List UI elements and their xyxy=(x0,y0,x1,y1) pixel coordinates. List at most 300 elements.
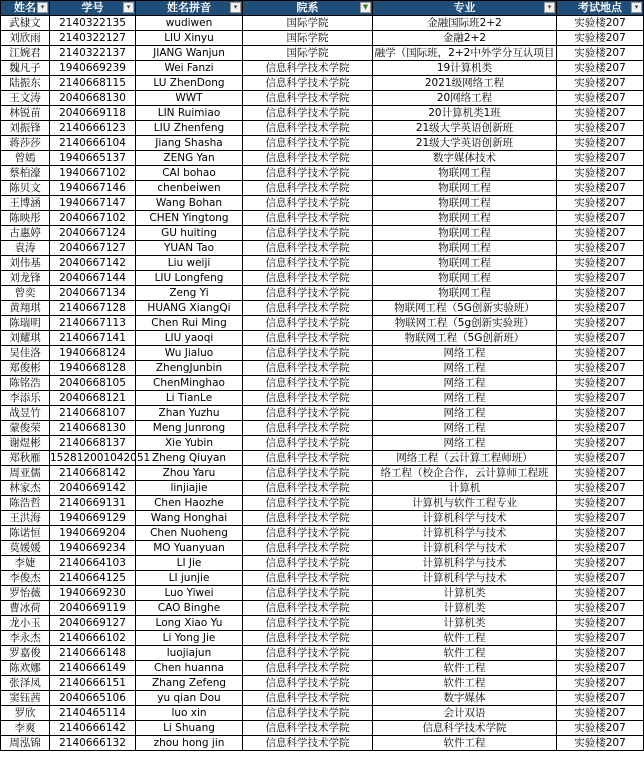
cell-department[interactable] xyxy=(243,631,373,646)
cell-pinyin[interactable] xyxy=(136,346,243,361)
cell-exam-location[interactable] xyxy=(557,496,644,511)
cell-student-id[interactable] xyxy=(50,556,136,571)
cell-major[interactable] xyxy=(373,46,557,61)
cell-name[interactable] xyxy=(1,226,50,241)
cell-student-id[interactable] xyxy=(50,541,136,556)
cell-pinyin[interactable] xyxy=(136,151,243,166)
cell-major[interactable] xyxy=(373,646,557,661)
cell-department[interactable] xyxy=(243,661,373,676)
cell-name[interactable] xyxy=(1,571,50,586)
cell-exam-location[interactable] xyxy=(557,451,644,466)
cell-name[interactable] xyxy=(1,721,50,736)
cell-major[interactable] xyxy=(373,316,557,331)
cell-name[interactable] xyxy=(1,496,50,511)
cell-department[interactable] xyxy=(243,496,373,511)
cell-student-id[interactable] xyxy=(50,616,136,631)
cell-pinyin[interactable] xyxy=(136,16,243,31)
cell-name[interactable] xyxy=(1,451,50,466)
cell-pinyin[interactable] xyxy=(136,106,243,121)
cell-student-id[interactable] xyxy=(50,61,136,76)
cell-department[interactable] xyxy=(243,106,373,121)
cell-student-id[interactable] xyxy=(50,676,136,691)
cell-student-id[interactable] xyxy=(50,571,136,586)
cell-pinyin[interactable] xyxy=(136,256,243,271)
cell-exam-location[interactable] xyxy=(557,436,644,451)
cell-major[interactable] xyxy=(373,211,557,226)
cell-pinyin[interactable] xyxy=(136,706,243,721)
cell-exam-location[interactable] xyxy=(557,91,644,106)
cell-exam-location[interactable] xyxy=(557,346,644,361)
cell-student-id[interactable] xyxy=(50,406,136,421)
cell-name[interactable] xyxy=(1,601,50,616)
cell-exam-location[interactable] xyxy=(557,241,644,256)
cell-student-id[interactable] xyxy=(50,166,136,181)
cell-name[interactable] xyxy=(1,646,50,661)
cell-exam-location[interactable] xyxy=(557,166,644,181)
cell-name[interactable] xyxy=(1,466,50,481)
cell-department[interactable] xyxy=(243,421,373,436)
cell-major[interactable] xyxy=(373,241,557,256)
cell-student-id[interactable] xyxy=(50,421,136,436)
cell-department[interactable] xyxy=(243,211,373,226)
cell-major[interactable] xyxy=(373,136,557,151)
cell-pinyin[interactable] xyxy=(136,511,243,526)
filter-dropdown-icon[interactable]: ▾ xyxy=(123,2,134,13)
cell-major[interactable] xyxy=(373,556,557,571)
cell-student-id[interactable] xyxy=(50,646,136,661)
cell-major[interactable] xyxy=(373,226,557,241)
cell-student-id[interactable] xyxy=(50,151,136,166)
cell-exam-location[interactable] xyxy=(557,601,644,616)
cell-pinyin[interactable] xyxy=(136,301,243,316)
cell-exam-location[interactable] xyxy=(557,706,644,721)
cell-student-id[interactable] xyxy=(50,361,136,376)
cell-name[interactable] xyxy=(1,241,50,256)
cell-student-id[interactable] xyxy=(50,451,151,466)
cell-name[interactable] xyxy=(1,136,50,151)
cell-name[interactable] xyxy=(1,211,50,226)
cell-student-id[interactable] xyxy=(50,31,136,46)
cell-major[interactable] xyxy=(373,301,557,316)
cell-department[interactable] xyxy=(243,286,373,301)
header-name[interactable] xyxy=(1,1,50,16)
cell-major[interactable] xyxy=(373,166,557,181)
cell-name[interactable] xyxy=(1,301,50,316)
cell-department[interactable] xyxy=(243,676,373,691)
cell-department[interactable] xyxy=(243,46,373,61)
header-pinyin[interactable] xyxy=(136,1,243,16)
cell-student-id[interactable] xyxy=(50,226,136,241)
cell-department[interactable] xyxy=(243,196,373,211)
cell-major[interactable] xyxy=(373,511,557,526)
cell-department[interactable] xyxy=(243,61,373,76)
cell-exam-location[interactable] xyxy=(557,526,644,541)
cell-student-id[interactable] xyxy=(50,496,136,511)
cell-student-id[interactable] xyxy=(50,721,136,736)
cell-department[interactable] xyxy=(243,226,373,241)
cell-name[interactable] xyxy=(1,631,50,646)
cell-exam-location[interactable] xyxy=(557,46,644,61)
cell-exam-location[interactable] xyxy=(557,691,644,706)
cell-pinyin[interactable] xyxy=(136,121,243,136)
cell-name[interactable] xyxy=(1,706,50,721)
cell-student-id[interactable] xyxy=(50,661,136,676)
cell-exam-location[interactable] xyxy=(557,331,644,346)
cell-student-id[interactable] xyxy=(50,256,136,271)
cell-pinyin[interactable] xyxy=(136,61,243,76)
header-exam-location[interactable] xyxy=(557,1,644,16)
cell-department[interactable] xyxy=(243,31,373,46)
cell-student-id[interactable] xyxy=(50,736,136,751)
cell-student-id[interactable] xyxy=(50,196,136,211)
cell-student-id[interactable] xyxy=(50,136,136,151)
cell-department[interactable] xyxy=(243,241,373,256)
cell-name[interactable] xyxy=(1,331,50,346)
cell-department[interactable] xyxy=(243,481,373,496)
cell-name[interactable] xyxy=(1,181,50,196)
cell-major[interactable] xyxy=(373,586,557,601)
cell-department[interactable] xyxy=(243,256,373,271)
cell-name[interactable] xyxy=(1,271,50,286)
cell-pinyin[interactable] xyxy=(136,196,243,211)
cell-major[interactable] xyxy=(373,526,557,541)
cell-pinyin[interactable] xyxy=(136,316,243,331)
cell-major[interactable] xyxy=(373,376,557,391)
cell-exam-location[interactable] xyxy=(557,676,644,691)
cell-major[interactable] xyxy=(373,421,557,436)
cell-major[interactable] xyxy=(373,271,557,286)
cell-pinyin[interactable] xyxy=(136,541,243,556)
cell-name[interactable] xyxy=(1,46,50,61)
cell-department[interactable] xyxy=(243,166,373,181)
cell-student-id[interactable] xyxy=(50,91,136,106)
cell-name[interactable] xyxy=(1,151,50,166)
cell-major[interactable] xyxy=(373,721,557,736)
cell-department[interactable] xyxy=(243,406,373,421)
cell-name[interactable] xyxy=(1,736,50,751)
cell-exam-location[interactable] xyxy=(557,616,644,631)
cell-major[interactable] xyxy=(373,691,557,706)
filter-dropdown-icon[interactable]: ▾ xyxy=(230,2,241,13)
cell-department[interactable] xyxy=(243,466,373,481)
cell-pinyin[interactable] xyxy=(136,271,243,286)
cell-major[interactable] xyxy=(373,481,557,496)
cell-department[interactable] xyxy=(243,301,373,316)
cell-major[interactable] xyxy=(373,466,557,481)
cell-department[interactable] xyxy=(243,706,373,721)
cell-name[interactable] xyxy=(1,31,50,46)
cell-student-id[interactable] xyxy=(50,211,136,226)
cell-exam-location[interactable] xyxy=(557,226,644,241)
cell-exam-location[interactable] xyxy=(557,631,644,646)
cell-student-id[interactable] xyxy=(50,391,136,406)
cell-exam-location[interactable] xyxy=(557,421,644,436)
cell-major[interactable] xyxy=(373,196,557,211)
cell-department[interactable] xyxy=(243,451,373,466)
cell-department[interactable] xyxy=(243,151,373,166)
cell-name[interactable] xyxy=(1,286,50,301)
cell-name[interactable] xyxy=(1,361,50,376)
cell-department[interactable] xyxy=(243,121,373,136)
cell-exam-location[interactable] xyxy=(557,586,644,601)
cell-student-id[interactable] xyxy=(50,241,136,256)
cell-student-id[interactable] xyxy=(50,376,136,391)
cell-exam-location[interactable] xyxy=(557,286,644,301)
cell-exam-location[interactable] xyxy=(557,466,644,481)
cell-name[interactable] xyxy=(1,676,50,691)
cell-exam-location[interactable] xyxy=(557,181,644,196)
cell-pinyin[interactable] xyxy=(136,526,243,541)
cell-department[interactable] xyxy=(243,511,373,526)
cell-major[interactable] xyxy=(373,661,557,676)
cell-name[interactable] xyxy=(1,91,50,106)
cell-student-id[interactable] xyxy=(50,466,136,481)
cell-student-id[interactable] xyxy=(50,331,136,346)
cell-pinyin[interactable] xyxy=(136,661,243,676)
cell-student-id[interactable] xyxy=(50,586,136,601)
cell-pinyin[interactable] xyxy=(136,586,243,601)
cell-student-id[interactable] xyxy=(50,706,136,721)
cell-major[interactable] xyxy=(373,76,557,91)
cell-name[interactable] xyxy=(1,346,50,361)
cell-exam-location[interactable] xyxy=(557,361,644,376)
cell-student-id[interactable] xyxy=(50,481,136,496)
cell-major[interactable] xyxy=(373,181,557,196)
cell-name[interactable] xyxy=(1,586,50,601)
cell-pinyin[interactable] xyxy=(136,241,243,256)
cell-name[interactable] xyxy=(1,436,50,451)
cell-major[interactable] xyxy=(373,571,557,586)
cell-student-id[interactable] xyxy=(50,601,136,616)
cell-major[interactable] xyxy=(373,106,557,121)
cell-name[interactable] xyxy=(1,196,50,211)
cell-pinyin[interactable] xyxy=(136,496,243,511)
cell-exam-location[interactable] xyxy=(557,256,644,271)
cell-department[interactable] xyxy=(243,271,373,286)
filter-active-icon[interactable]: ▼ xyxy=(360,2,371,13)
cell-department[interactable] xyxy=(243,136,373,151)
cell-pinyin[interactable] xyxy=(136,631,243,646)
cell-pinyin[interactable] xyxy=(136,481,243,496)
cell-exam-location[interactable] xyxy=(557,541,644,556)
cell-name[interactable] xyxy=(1,166,50,181)
cell-student-id[interactable] xyxy=(50,511,136,526)
cell-pinyin[interactable] xyxy=(136,736,243,751)
header-student-id[interactable] xyxy=(50,1,136,16)
cell-student-id[interactable] xyxy=(50,16,136,31)
cell-pinyin[interactable] xyxy=(136,166,243,181)
cell-exam-location[interactable] xyxy=(557,406,644,421)
cell-name[interactable] xyxy=(1,106,50,121)
cell-department[interactable] xyxy=(243,616,373,631)
cell-pinyin[interactable] xyxy=(136,376,243,391)
cell-exam-location[interactable] xyxy=(557,571,644,586)
filter-dropdown-icon[interactable]: ▾ xyxy=(37,2,48,13)
cell-department[interactable] xyxy=(243,361,373,376)
cell-department[interactable] xyxy=(243,436,373,451)
cell-pinyin[interactable] xyxy=(136,406,243,421)
cell-pinyin[interactable] xyxy=(136,211,243,226)
cell-name[interactable] xyxy=(1,316,50,331)
filter-dropdown-icon[interactable]: ▾ xyxy=(544,2,555,13)
cell-pinyin[interactable] xyxy=(136,91,243,106)
cell-exam-location[interactable] xyxy=(557,106,644,121)
cell-exam-location[interactable] xyxy=(557,481,644,496)
cell-pinyin[interactable] xyxy=(136,226,243,241)
cell-exam-location[interactable] xyxy=(557,196,644,211)
cell-name[interactable] xyxy=(1,16,50,31)
cell-exam-location[interactable] xyxy=(557,511,644,526)
cell-exam-location[interactable] xyxy=(557,61,644,76)
cell-exam-location[interactable] xyxy=(557,16,644,31)
cell-major[interactable] xyxy=(373,391,557,406)
cell-exam-location[interactable] xyxy=(557,31,644,46)
cell-department[interactable] xyxy=(243,346,373,361)
cell-exam-location[interactable] xyxy=(557,271,644,286)
filter-dropdown-icon[interactable]: ▾ xyxy=(631,2,642,13)
cell-name[interactable] xyxy=(1,421,50,436)
cell-department[interactable] xyxy=(243,316,373,331)
cell-pinyin[interactable] xyxy=(136,331,243,346)
cell-name[interactable] xyxy=(1,76,50,91)
cell-student-id[interactable] xyxy=(50,286,136,301)
header-department[interactable] xyxy=(243,1,373,16)
cell-major[interactable] xyxy=(373,616,557,631)
cell-name[interactable] xyxy=(1,61,50,76)
cell-student-id[interactable] xyxy=(50,271,136,286)
cell-pinyin[interactable] xyxy=(136,721,243,736)
cell-exam-location[interactable] xyxy=(557,661,644,676)
cell-pinyin[interactable] xyxy=(136,601,243,616)
cell-name[interactable] xyxy=(1,406,50,421)
cell-major[interactable] xyxy=(373,406,557,421)
cell-department[interactable] xyxy=(243,736,373,751)
cell-major[interactable] xyxy=(373,346,557,361)
cell-exam-location[interactable] xyxy=(557,316,644,331)
cell-pinyin[interactable] xyxy=(136,466,243,481)
cell-student-id[interactable] xyxy=(50,181,136,196)
cell-student-id[interactable] xyxy=(50,76,136,91)
cell-student-id[interactable] xyxy=(50,346,136,361)
cell-name[interactable] xyxy=(1,526,50,541)
cell-major[interactable] xyxy=(373,706,557,721)
cell-pinyin[interactable] xyxy=(136,676,243,691)
cell-pinyin[interactable] xyxy=(136,181,243,196)
cell-pinyin[interactable] xyxy=(136,691,243,706)
cell-department[interactable] xyxy=(243,181,373,196)
cell-department[interactable] xyxy=(243,526,373,541)
cell-name[interactable] xyxy=(1,511,50,526)
cell-exam-location[interactable] xyxy=(557,646,644,661)
cell-pinyin[interactable] xyxy=(136,571,243,586)
cell-pinyin[interactable] xyxy=(136,451,243,466)
cell-major[interactable] xyxy=(373,256,557,271)
cell-department[interactable] xyxy=(243,331,373,346)
cell-exam-location[interactable] xyxy=(557,151,644,166)
cell-major[interactable] xyxy=(373,91,557,106)
cell-pinyin[interactable] xyxy=(136,76,243,91)
cell-major[interactable] xyxy=(373,61,557,76)
cell-major[interactable] xyxy=(373,451,557,466)
cell-major[interactable] xyxy=(373,631,557,646)
cell-student-id[interactable] xyxy=(50,436,136,451)
cell-department[interactable] xyxy=(243,556,373,571)
cell-student-id[interactable] xyxy=(50,526,136,541)
cell-student-id[interactable] xyxy=(50,46,136,61)
cell-pinyin[interactable] xyxy=(136,46,243,61)
cell-department[interactable] xyxy=(243,91,373,106)
cell-department[interactable] xyxy=(243,541,373,556)
cell-pinyin[interactable] xyxy=(136,616,243,631)
cell-exam-location[interactable] xyxy=(557,391,644,406)
cell-exam-location[interactable] xyxy=(557,736,644,751)
cell-name[interactable] xyxy=(1,661,50,676)
cell-exam-location[interactable] xyxy=(557,211,644,226)
cell-pinyin[interactable] xyxy=(136,556,243,571)
cell-major[interactable] xyxy=(373,31,557,46)
cell-department[interactable] xyxy=(243,601,373,616)
cell-major[interactable] xyxy=(373,121,557,136)
cell-pinyin[interactable] xyxy=(136,391,243,406)
cell-department[interactable] xyxy=(243,391,373,406)
cell-major[interactable] xyxy=(373,601,557,616)
cell-name[interactable] xyxy=(1,376,50,391)
cell-exam-location[interactable] xyxy=(557,76,644,91)
cell-department[interactable] xyxy=(243,646,373,661)
cell-major[interactable] xyxy=(373,541,557,556)
cell-department[interactable] xyxy=(243,586,373,601)
cell-name[interactable] xyxy=(1,556,50,571)
cell-student-id[interactable] xyxy=(50,301,136,316)
cell-exam-location[interactable] xyxy=(557,136,644,151)
cell-student-id[interactable] xyxy=(50,121,136,136)
cell-pinyin[interactable] xyxy=(136,646,243,661)
cell-major[interactable] xyxy=(373,736,557,751)
cell-exam-location[interactable] xyxy=(557,121,644,136)
cell-major[interactable] xyxy=(373,331,557,346)
cell-exam-location[interactable] xyxy=(557,721,644,736)
cell-exam-location[interactable] xyxy=(557,376,644,391)
cell-pinyin[interactable] xyxy=(136,136,243,151)
cell-pinyin[interactable] xyxy=(136,31,243,46)
cell-exam-location[interactable] xyxy=(557,301,644,316)
cell-department[interactable] xyxy=(243,721,373,736)
cell-name[interactable] xyxy=(1,541,50,556)
cell-pinyin[interactable] xyxy=(136,361,243,376)
header-major[interactable] xyxy=(373,1,557,16)
cell-major[interactable] xyxy=(373,286,557,301)
cell-department[interactable] xyxy=(243,376,373,391)
cell-major[interactable] xyxy=(373,496,557,511)
cell-department[interactable] xyxy=(243,76,373,91)
cell-name[interactable] xyxy=(1,121,50,136)
cell-student-id[interactable] xyxy=(50,691,136,706)
cell-name[interactable] xyxy=(1,256,50,271)
cell-pinyin[interactable] xyxy=(136,436,243,451)
cell-department[interactable] xyxy=(243,571,373,586)
cell-student-id[interactable] xyxy=(50,316,136,331)
cell-pinyin[interactable] xyxy=(136,421,243,436)
cell-name[interactable] xyxy=(1,481,50,496)
cell-name[interactable] xyxy=(1,691,50,706)
cell-major[interactable] xyxy=(373,361,557,376)
cell-department[interactable] xyxy=(243,16,373,31)
cell-pinyin[interactable] xyxy=(136,286,243,301)
cell-name[interactable] xyxy=(1,616,50,631)
cell-major[interactable] xyxy=(373,676,557,691)
cell-student-id[interactable] xyxy=(50,631,136,646)
cell-major[interactable] xyxy=(373,16,557,31)
